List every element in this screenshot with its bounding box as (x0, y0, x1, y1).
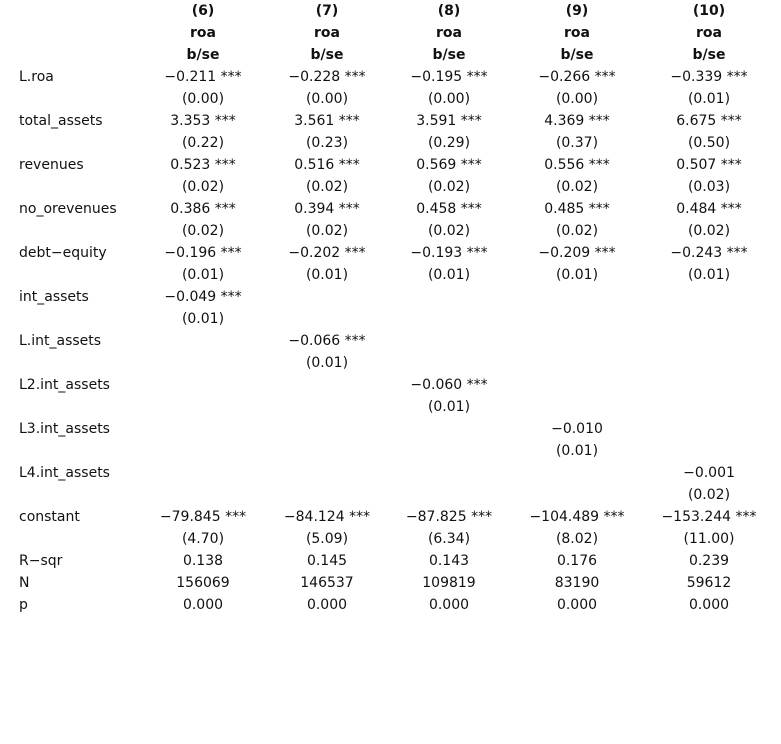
table-cell: 0.569 *** (416, 157, 482, 173)
table-cell: 0.145 (306, 553, 348, 569)
table-cell (267, 374, 387, 396)
column-header-dependent: roa (436, 25, 462, 41)
row-label: N (19, 575, 30, 591)
table-cell: (5.09) (305, 531, 349, 547)
table-cell (267, 462, 387, 484)
table-cell (143, 484, 263, 506)
table-cell (649, 352, 769, 374)
table-cell: (0.02) (305, 223, 349, 239)
table-cell: (0.01) (305, 355, 349, 371)
table-row (0, 176, 781, 198)
row-label: L.int_assets (19, 333, 102, 349)
table-cell: (0.02) (181, 179, 225, 195)
column-header-dependent: roa (564, 25, 590, 41)
table-row (0, 242, 781, 264)
table-cell (649, 308, 769, 330)
table-cell: (0.00) (555, 91, 599, 107)
table-cell: (0.01) (181, 311, 225, 327)
table-cell (267, 286, 387, 308)
table-cell: (0.01) (555, 267, 599, 283)
table-cell: (0.01) (555, 443, 599, 459)
table-cell: (0.37) (555, 135, 599, 151)
table-cell: (0.22) (181, 135, 225, 151)
table-cell: (0.02) (427, 223, 471, 239)
table-cell: 0.000 (688, 597, 730, 613)
table-cell: 0.523 *** (170, 157, 236, 173)
row-label: constant (19, 509, 80, 525)
row-label: debt−equity (19, 245, 107, 261)
table-cell: 0.143 (428, 553, 470, 569)
table-row (0, 396, 781, 418)
table-cell: −104.489 *** (529, 509, 625, 525)
table-cell (389, 462, 509, 484)
table-cell: 59612 (686, 575, 732, 591)
table-cell: −0.339 *** (670, 69, 748, 85)
table-cell: (0.02) (181, 223, 225, 239)
table-cell (267, 308, 387, 330)
table-cell: (0.02) (427, 179, 471, 195)
table-cell: −0.195 *** (410, 69, 488, 85)
table-cell (143, 330, 263, 352)
table-row (0, 594, 781, 616)
table-cell (267, 396, 387, 418)
table-cell: −0.266 *** (538, 69, 616, 85)
column-header-dependent: roa (190, 25, 216, 41)
table-cell (267, 484, 387, 506)
table-cell: (0.02) (555, 223, 599, 239)
table-row (0, 110, 781, 132)
table-cell: 0.000 (182, 597, 224, 613)
table-cell: (6.34) (427, 531, 471, 547)
table-cell: (4.70) (181, 531, 225, 547)
row-label: L3.int_assets (19, 421, 110, 437)
table-cell: −0.066 *** (288, 333, 366, 349)
table-cell: 0.000 (556, 597, 598, 613)
table-cell: (0.02) (687, 223, 731, 239)
table-row (0, 352, 781, 374)
header-row-statistic (0, 44, 781, 66)
table-cell: (8.02) (555, 531, 599, 547)
table-cell: (0.50) (687, 135, 731, 151)
table-cell: 3.561 *** (294, 113, 360, 129)
table-cell: −0.211 *** (164, 69, 242, 85)
table-cell: 156069 (176, 575, 230, 591)
table-cell (143, 418, 263, 440)
table-cell (649, 286, 769, 308)
table-cell (389, 330, 509, 352)
table-cell (517, 286, 637, 308)
table-cell: −0.202 *** (288, 245, 366, 261)
table-cell: (0.02) (687, 487, 731, 503)
table-cell (389, 286, 509, 308)
table-cell: 0.394 *** (294, 201, 360, 217)
table-cell (267, 440, 387, 462)
table-row (0, 528, 781, 550)
table-cell: −0.243 *** (670, 245, 748, 261)
table-cell (517, 308, 637, 330)
table-cell: (0.02) (305, 179, 349, 195)
table-row (0, 374, 781, 396)
table-cell: (0.01) (181, 267, 225, 283)
column-header-number: (10) (692, 3, 726, 19)
table-cell: −153.244 *** (661, 509, 757, 525)
row-label: total_assets (19, 113, 103, 129)
table-cell (649, 396, 769, 418)
table-row (0, 572, 781, 594)
table-cell (389, 308, 509, 330)
table-cell: 0.138 (182, 553, 224, 569)
table-cell: (0.00) (305, 91, 349, 107)
header-row-dependent-variable (0, 22, 781, 44)
table-row (0, 440, 781, 462)
table-cell: 0.000 (428, 597, 470, 613)
table-cell (143, 374, 263, 396)
table-cell (649, 418, 769, 440)
table-row (0, 264, 781, 286)
table-cell: (0.29) (427, 135, 471, 151)
table-row (0, 132, 781, 154)
table-cell: (0.01) (427, 267, 471, 283)
table-row (0, 418, 781, 440)
table-cell: (0.03) (687, 179, 731, 195)
column-header-number: (7) (315, 3, 339, 19)
table-cell: 0.239 (688, 553, 730, 569)
table-cell: −84.124 *** (283, 509, 371, 525)
table-cell (143, 352, 263, 374)
column-header-statistic: b/se (432, 47, 466, 63)
column-header-statistic: b/se (310, 47, 344, 63)
table-cell: −0.010 (551, 421, 603, 437)
row-label: p (19, 597, 28, 613)
table-cell: (0.01) (427, 399, 471, 415)
table-cell: −0.001 (683, 465, 735, 481)
table-cell: 0.000 (306, 597, 348, 613)
column-header-number: (8) (437, 3, 461, 19)
table-cell: 6.675 *** (676, 113, 742, 129)
table-cell: 4.369 *** (544, 113, 610, 129)
table-cell: (0.01) (305, 267, 349, 283)
table-cell: 0.176 (556, 553, 598, 569)
table-cell: −0.196 *** (164, 245, 242, 261)
column-header-number: (6) (191, 3, 215, 19)
table-cell: 146537 (300, 575, 354, 591)
table-row (0, 330, 781, 352)
table-cell: 0.516 *** (294, 157, 360, 173)
table-cell: −0.060 *** (410, 377, 488, 393)
table-cell: (0.02) (555, 179, 599, 195)
table-cell: 3.353 *** (170, 113, 236, 129)
row-label: L.roa (19, 69, 54, 85)
table-cell: −79.845 *** (159, 509, 247, 525)
table-cell (143, 440, 263, 462)
table-cell (649, 440, 769, 462)
table-row (0, 286, 781, 308)
column-header-dependent: roa (696, 25, 722, 41)
column-header-dependent: roa (314, 25, 340, 41)
table-cell: −87.825 *** (405, 509, 493, 525)
table-cell: −0.049 *** (164, 289, 242, 305)
table-row (0, 66, 781, 88)
table-cell: (0.01) (687, 91, 731, 107)
table-row (0, 308, 781, 330)
table-cell: −0.228 *** (288, 69, 366, 85)
table-cell: (0.01) (687, 267, 731, 283)
table-cell: (11.00) (683, 531, 735, 547)
table-cell: (0.23) (305, 135, 349, 151)
table-cell (389, 418, 509, 440)
row-label: no_orevenues (19, 201, 117, 217)
table-cell: 0.485 *** (544, 201, 610, 217)
table-cell (517, 484, 637, 506)
table-cell (517, 374, 637, 396)
table-cell: 83190 (554, 575, 600, 591)
table-cell: −0.209 *** (538, 245, 616, 261)
table-cell (517, 352, 637, 374)
table-cell: 0.556 *** (544, 157, 610, 173)
column-header-number: (9) (565, 3, 589, 19)
table-cell: 0.458 *** (416, 201, 482, 217)
table-cell (143, 462, 263, 484)
table-row (0, 220, 781, 242)
row-label: int_assets (19, 289, 89, 305)
table-cell (389, 352, 509, 374)
table-cell (517, 330, 637, 352)
table-row (0, 550, 781, 572)
table-cell (389, 484, 509, 506)
table-row (0, 462, 781, 484)
table-row (0, 506, 781, 528)
table-cell: 109819 (422, 575, 476, 591)
table-cell (267, 418, 387, 440)
row-label: L2.int_assets (19, 377, 110, 393)
table-row (0, 198, 781, 220)
table-cell: 0.386 *** (170, 201, 236, 217)
table-row (0, 88, 781, 110)
table-cell: 0.484 *** (676, 201, 742, 217)
table-row (0, 154, 781, 176)
row-label: L4.int_assets (19, 465, 110, 481)
header-row-model-number (0, 0, 781, 22)
row-label: revenues (19, 157, 84, 173)
table-cell (517, 396, 637, 418)
column-header-statistic: b/se (692, 47, 726, 63)
table-cell (649, 330, 769, 352)
table-cell (517, 462, 637, 484)
table-cell: (0.00) (427, 91, 471, 107)
table-cell: 0.507 *** (676, 157, 742, 173)
table-cell (389, 440, 509, 462)
table-cell: 3.591 *** (416, 113, 482, 129)
column-header-statistic: b/se (560, 47, 594, 63)
row-label: R−sqr (19, 553, 63, 569)
table-cell: −0.193 *** (410, 245, 488, 261)
table-cell (143, 396, 263, 418)
table-cell (649, 374, 769, 396)
table-cell: (0.00) (181, 91, 225, 107)
table-row (0, 484, 781, 506)
column-header-statistic: b/se (186, 47, 220, 63)
